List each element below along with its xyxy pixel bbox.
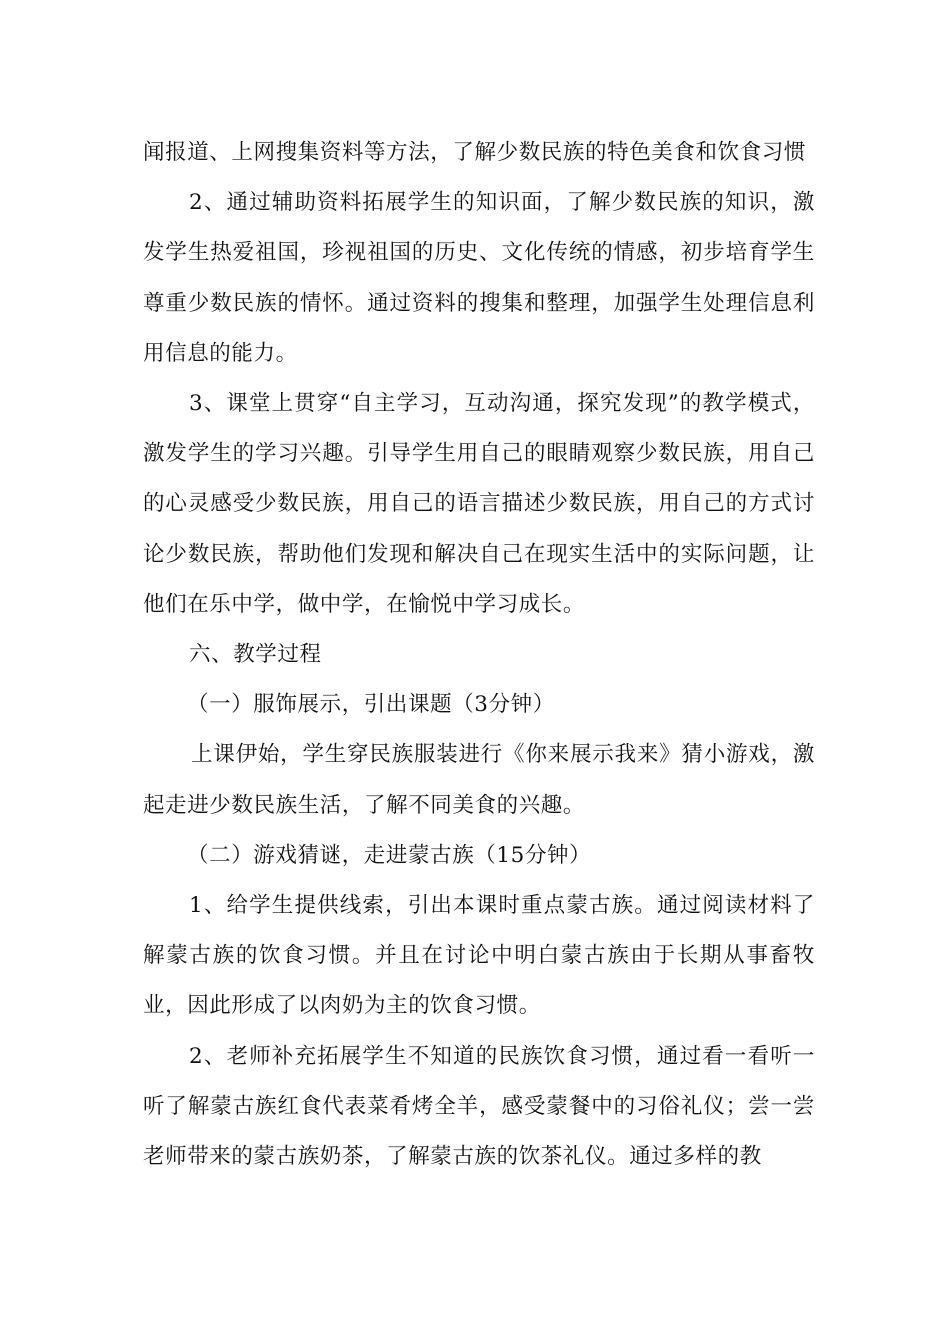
paragraph-objective-3: 3、课堂上贯穿“自主学习，互动沟通，探究发现”的教学模式，激发学生的学习兴趣。引导学生用自己的眼睛观察少数民族，用自己的心灵感受少数民族，用自己的语言描述少数民族，用自己的方式讨论少数民族，帮助他们发现和解决自己在现实生活中的实际问题，让他们在乐中学，做中学，在愉悦中学习成长。: [143, 391, 815, 617]
section-heading-teaching-process: 六、教学过程: [189, 642, 322, 668]
paragraph-class-opening: 上课伊始，学生穿民族服装进行《你来展示我来》猜小游戏，激起走进少数民族生活，了解不同美食的兴趣。: [143, 742, 815, 818]
subsection-heading-2: （二）游戏猜谜，走进蒙古族（15分钟）: [187, 842, 592, 868]
subsection-heading-1: （一）服饰展示，引出课题（3分钟）: [187, 692, 555, 718]
document-body: [143, 128, 815, 1182]
paragraph-objective-2: 2、通过辅助资料拓展学生的知识面，了解少数民族的知识，激发学生热爱祖国，珍视祖国的历史、文化传统的情感，初步培育学生尊重少数民族的情怀。通过资料的搜集和整理，加强学生处理信息利用信息的能力。: [143, 190, 815, 366]
paragraph-step-2: 2、老师补充拓展学生不知道的民族饮食习惯，通过看一看听一听了解蒙古族红食代表菜肴烤全羊，感受蒙餐中的习俗礼仪；尝一尝老师带来的蒙古族奶茶，了解蒙古族的饮茶礼仪。通过多样的教: [143, 1043, 815, 1170]
paragraph-step-1: 1、给学生提供线索，引出本课时重点蒙古族。通过阅读材料了解蒙古族的饮食习惯。并且在讨论中明白蒙古族由于长期从事畜牧业，因此形成了以肉奶为主的饮食习惯。: [143, 893, 815, 1019]
paragraph-continuation: 闻报道、上网搜集资料等方法，了解少数民族的特色美食和饮食习惯: [143, 140, 807, 165]
